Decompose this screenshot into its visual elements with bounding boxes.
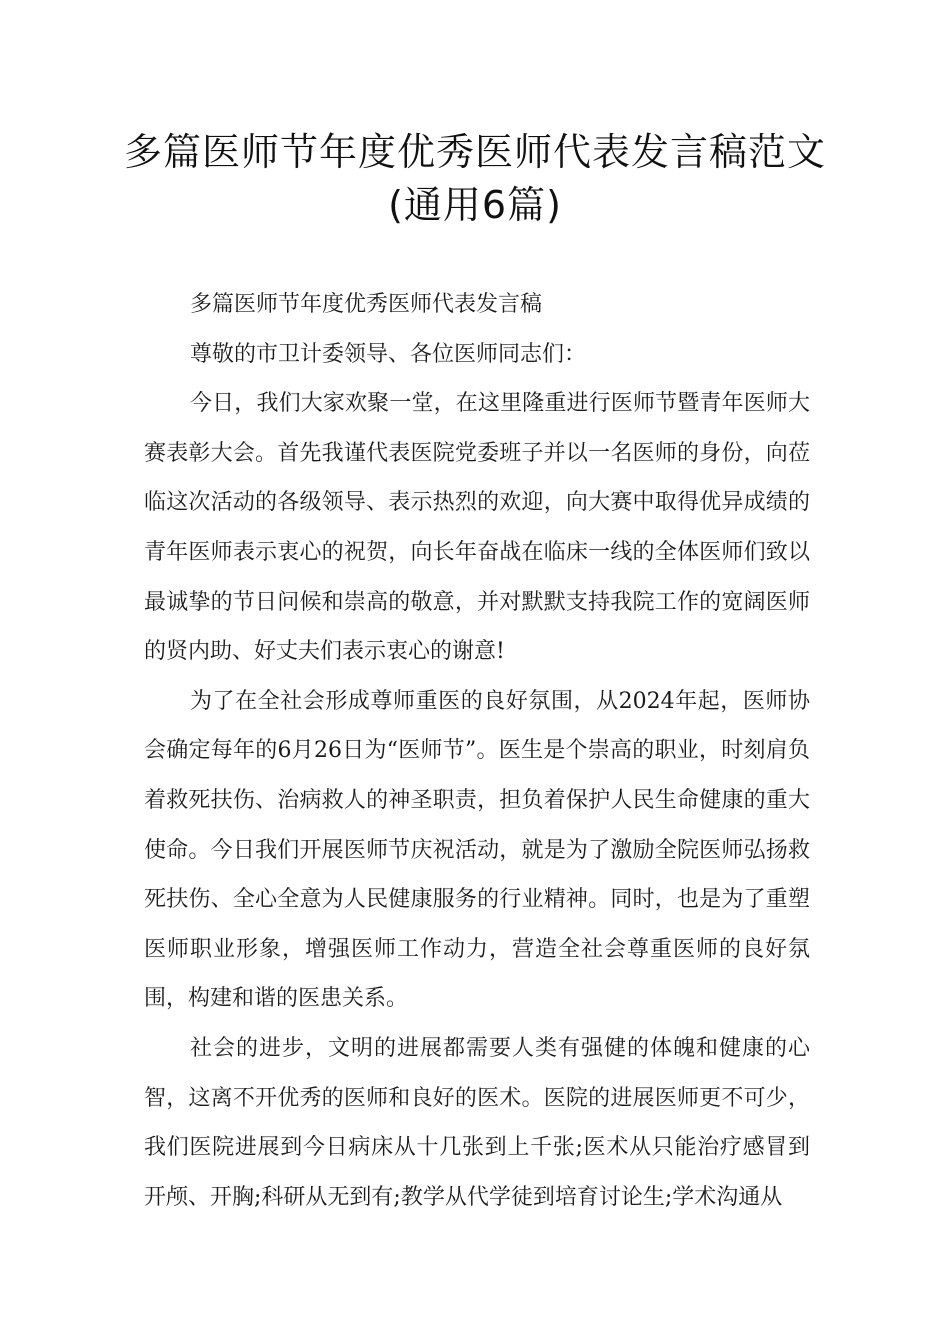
paragraph-subtitle: 多篇医师节年度优秀医师代表发言稿 — [190, 292, 543, 317]
paragraph-doctors-day: 为了在全社会形成尊师重医的良好氛围，从2024年起，医师协会确定每年的6月26日为“医师节”。医生是个崇高的职业，时刻肩负着救死扶伤、治病救人的神圣职责，担负着保护人民生命健康的重大使命。今日我们开展医师节庆祝活动，就是为了激励全院医师弘扬救死扶伤、全心全意为人民健康服务的行业精神。同时，也是为了重塑医师职业形象，增强医师工作动力，营造全社会尊重医师的良好氛围，构建和谐的医患关系。 — [144, 688, 810, 1012]
paragraph-social-progress: 社会的进步，文明的进展都需要人类有强健的体魄和健康的心智，这离不开优秀的医师和良好的医术。医院的进展医师更不可少，我们医院进展到今日病床从十几张到上千张;医术从只能治疗感冒到开颅、开胸;科研从无到有;教学从代学徒到培育讨论生;学术沟通从 — [144, 1035, 810, 1210]
document-body — [144, 280, 810, 1222]
paragraph-opening: 今日，我们大家欢聚一堂，在这里隆重进行医师节暨青年医师大赛表彰大会。首先我谨代表医院党委班子并以一名医师的身份，向莅临这次活动的各级领导、表示热烈的欢迎，向大赛中取得优异成绩的青年医师表示衷心的祝贺，向长年奋战在临床一线的全体医师们致以最诚挚的节日问候和崇高的敬意，并对默默支持我院工作的宽阔医师的贤内助、好丈夫们表示衷心的谢意! — [144, 391, 810, 665]
document-title: 多篇医师节年度优秀医师代表发言稿范文(通用6篇) — [123, 130, 826, 227]
paragraph-salutation: 尊敬的市卫计委领导、各位医师同志们： — [190, 341, 587, 367]
